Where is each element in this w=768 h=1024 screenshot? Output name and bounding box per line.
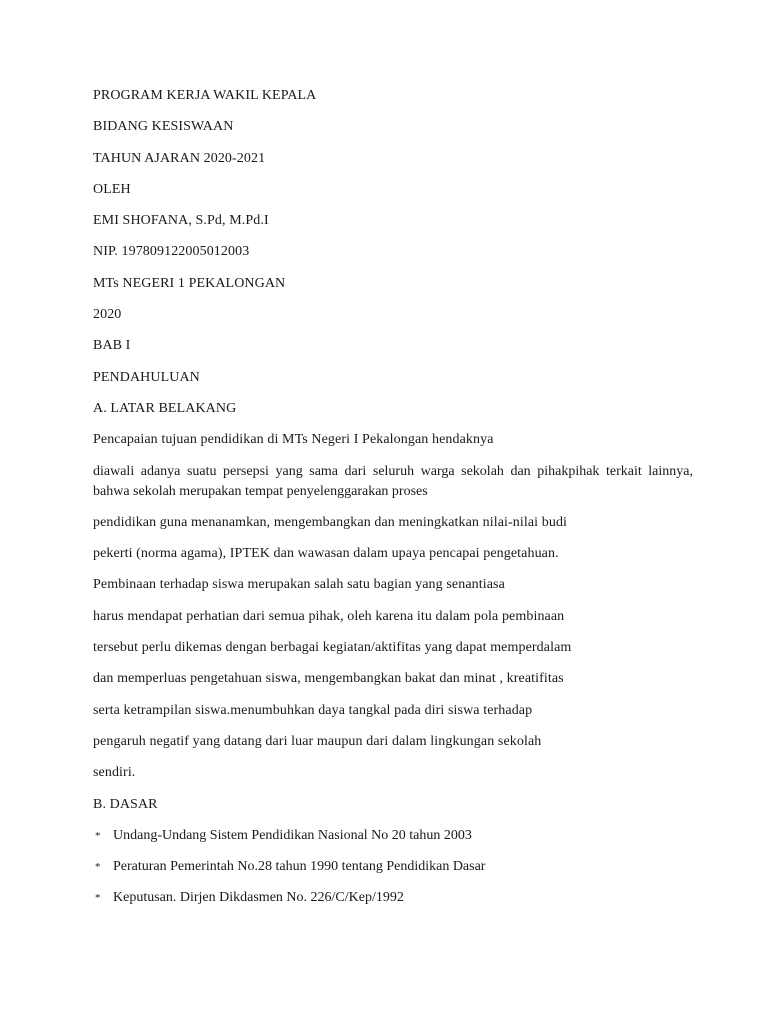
year-line: 2020 [93,307,122,323]
section-a-line: harus mendapat perhatian dari semua pihak, oleh karena itu dalam pola pembinaan [93,608,565,624]
section-a-line: serta ketrampilan siswa.menumbuhkan daya tangkal pada diri siswa terhadap [93,702,533,718]
author-nip: NIP. 197809122005012003 [93,244,250,260]
asterisk-bullet-icon: * [95,829,101,842]
asterisk-bullet-icon: * [95,861,101,874]
title-line: PROGRAM KERJA WAKIL KEPALA [93,88,317,103]
section-a-line: pendidikan guna menanamkan, mengembangkan dan meningkatkan nilai-nilai budi [93,514,568,530]
list-item [93,888,693,908]
section-b-heading: B. DASAR [93,796,158,812]
subtitle-line: BIDANG KESISWAAN [93,119,234,135]
section-a-line: sendiri. [93,765,136,781]
section-a-line: diawali adanya suatu persepsi yang sama dari seluruh warga sekolah dan pihakpihak terkait lainnya, bahwa sekolah merupakan tempat penyelenggarakan proses [93,463,693,499]
section-a-line: Pencapaian tujuan pendidikan di MTs Negeri I Pekalongan hendaknya [93,432,494,448]
list-item [93,857,693,877]
list-item-text: Keputusan. Dirjen Dikdasmen No. 226/C/Kep/1992 [113,890,404,906]
author-name: EMI SHOFANA, S.Pd, M.Pd.I [93,213,269,229]
academic-year-line: TAHUN AJARAN 2020-2021 [93,150,266,166]
section-a-line: pengaruh negatif yang datang dari luar maupun dari dalam lingkungan sekolah [93,733,542,749]
chapter-number: BAB I [93,338,131,354]
section-a-line: pekerti (norma agama), IPTEK dan wawasan dalam upaya pencapai pengetahuan. [93,546,559,562]
list-item-text: Undang-Undang Sistem Pendidikan Nasional No 20 tahun 2003 [113,827,472,843]
document-content [93,86,693,920]
asterisk-bullet-icon: * [95,892,101,905]
list-item [93,826,693,846]
by-line: OLEH [93,181,131,197]
chapter-title: PENDAHULUAN [93,369,200,385]
section-a-line: dan memperluas pengetahuan siswa, mengembangkan bakat dan minat , kreatifitas [93,671,564,687]
section-a-heading: A. LATAR BELAKANG [93,400,237,416]
section-a-line: tersebut perlu dikemas dengan berbagai kegiatan/aktifitas yang dapat memperdalam [93,640,572,656]
section-a-line: Pembinaan terhadap siswa merupakan salah satu bagian yang senantiasa [93,577,505,593]
list-item-text: Peraturan Pemerintah No.28 tahun 1990 tentang Pendidikan Dasar [113,859,486,875]
institution-name: MTs NEGERI 1 PEKALONGAN [93,275,286,291]
